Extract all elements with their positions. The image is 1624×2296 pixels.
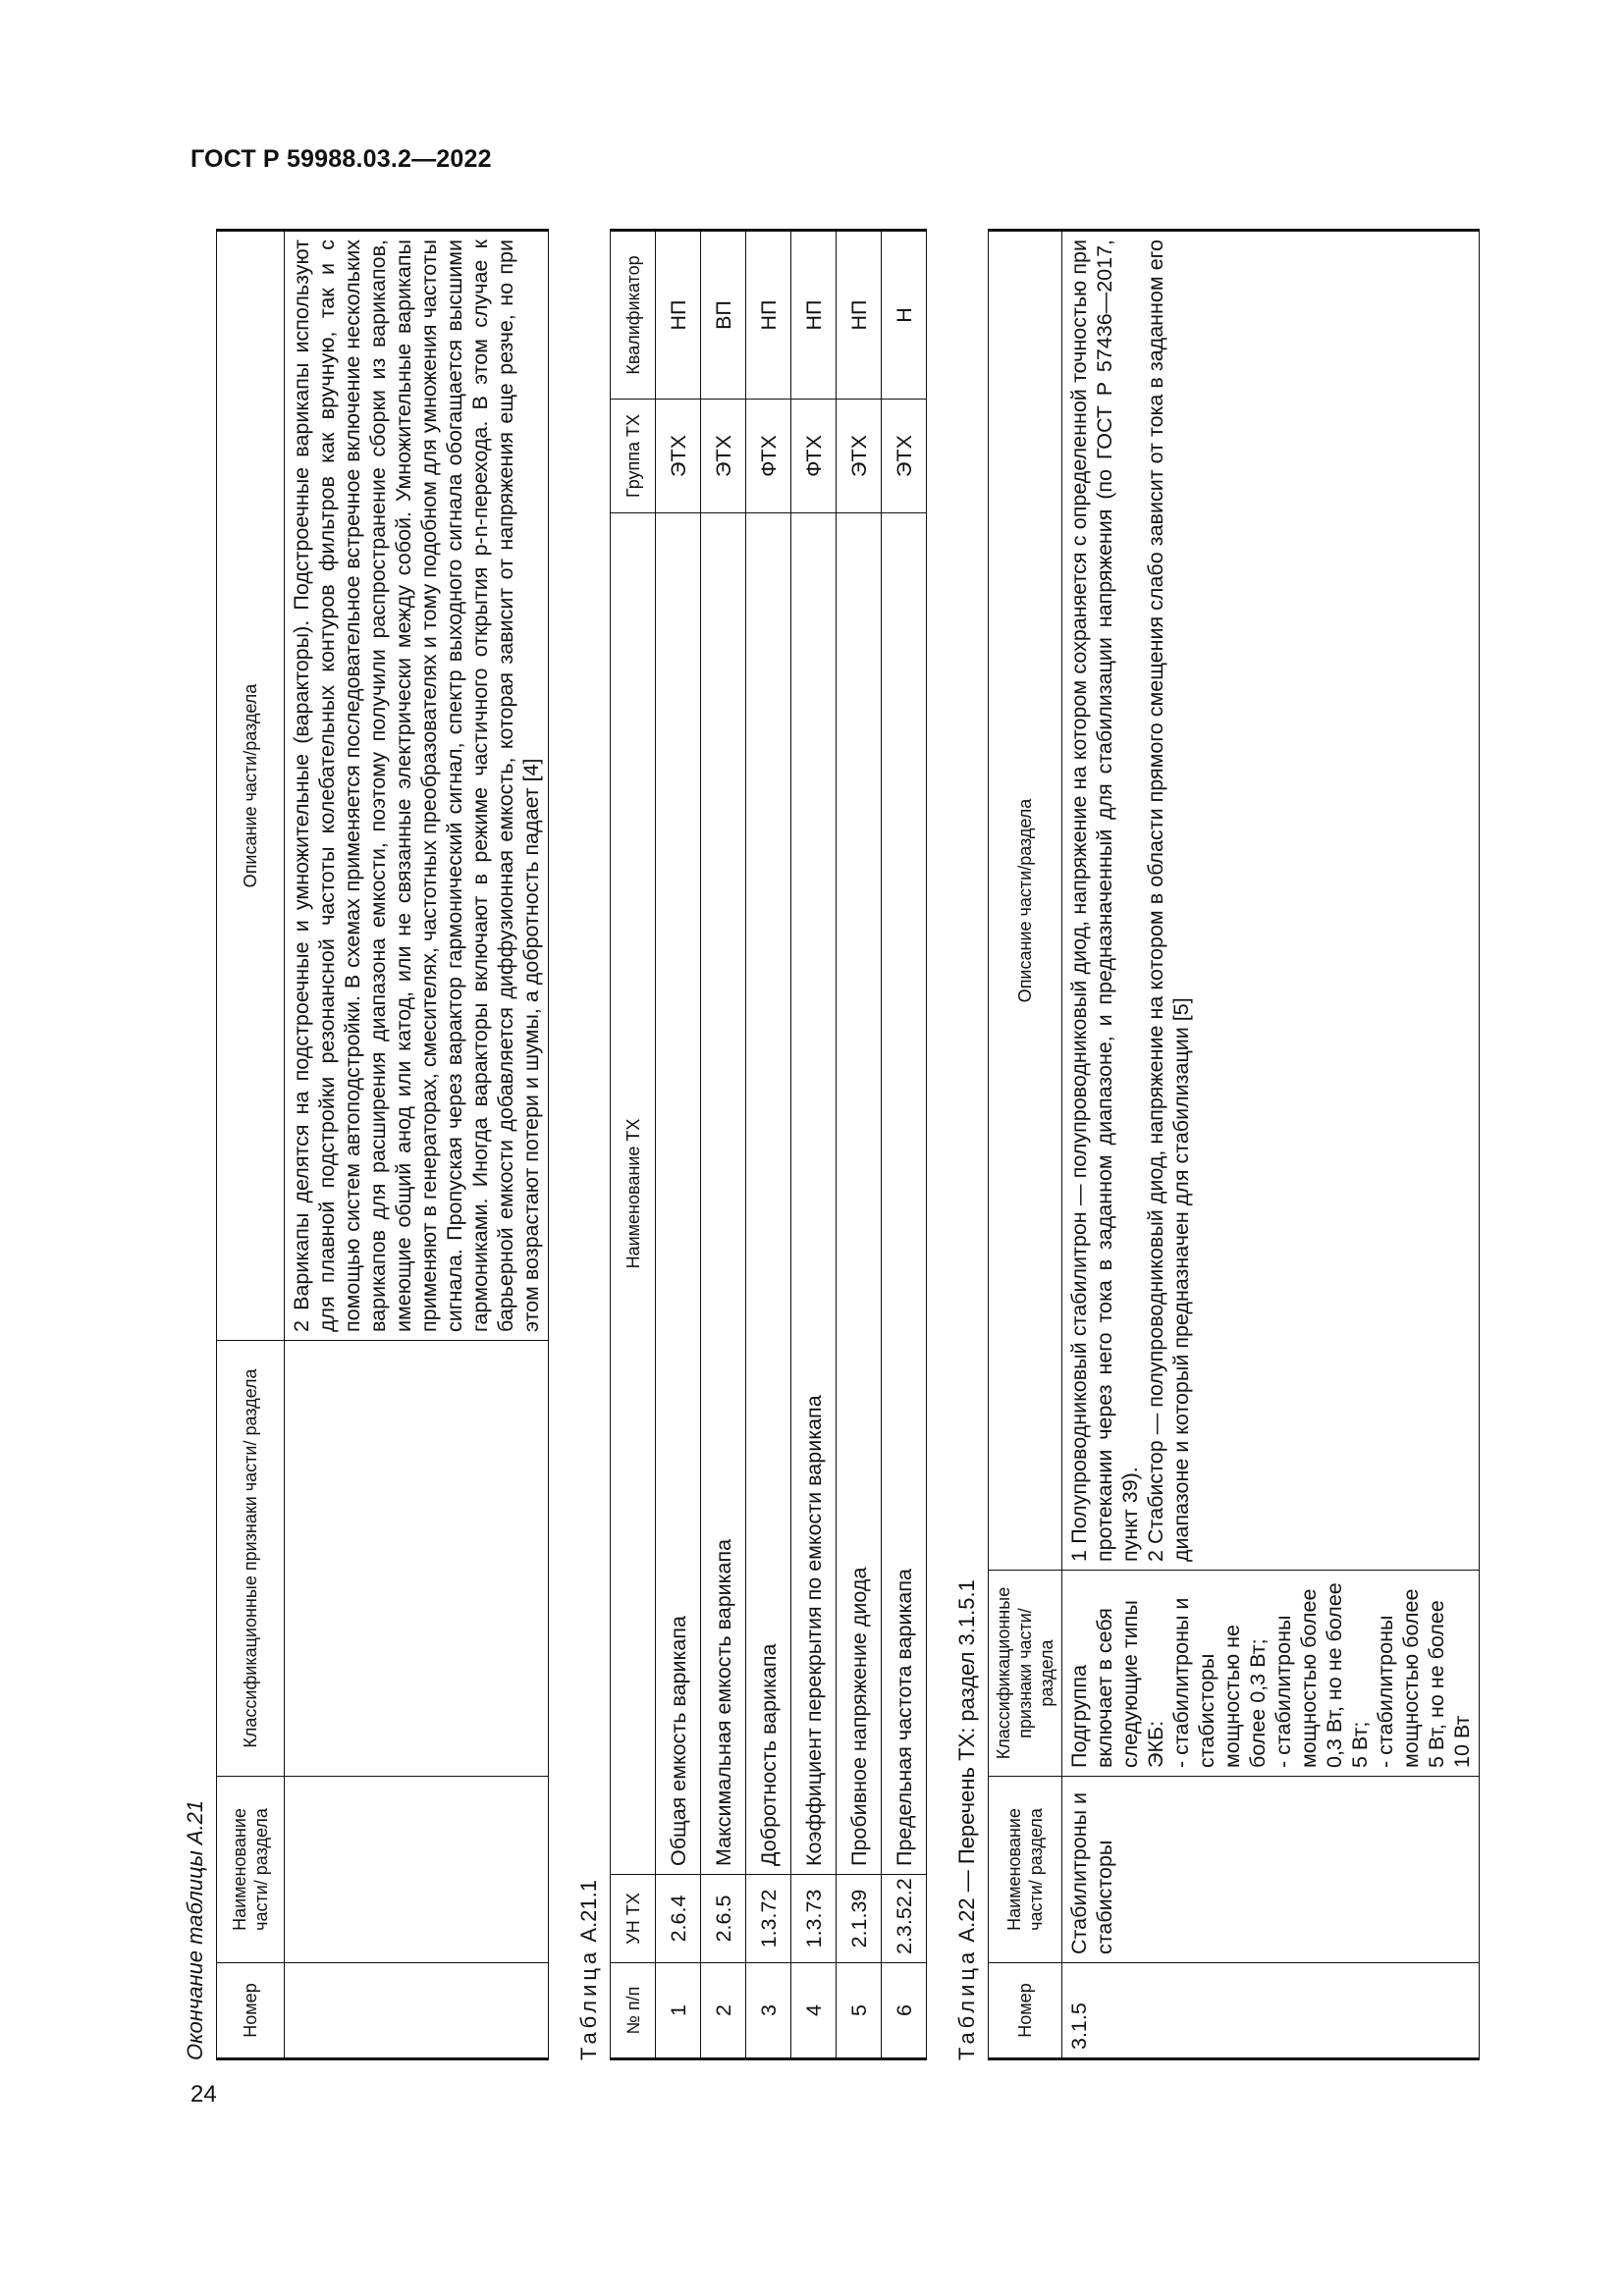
table-a21-continuation-caption: Окончание таблицы А.21 [183,1799,207,2060]
column-header-code: УН ТХ [611,1875,656,1963]
cell-group: ЭТХ [656,400,701,513]
cell-features [1062,1571,1480,1777]
cell-group: ЭТХ [882,400,927,513]
table-row [285,231,549,2059]
table-row [837,231,882,2059]
column-header-number: Номер [217,1963,285,2059]
cell-description [1062,231,1480,1571]
page-number: 24 [190,2081,217,2108]
cell-name: Добротность варикапа [746,513,791,1875]
document-header: ГОСТ Р 59988.03.2—2022 [190,145,492,173]
cell-name: Стабилитроны и стабисторы [1062,1777,1480,1963]
cell-qualifier: ВП [701,231,746,400]
cell-index: 1 [656,1963,701,2059]
cell-code: 2.3.52.2 [882,1875,927,1963]
cell-name: Пробивное напряжение диода [837,513,882,1875]
column-header-qualifier: Квалификатор [611,231,656,400]
table-a21-1 [610,229,927,2060]
column-header-index: № п/п [611,1963,656,2059]
table-caption-word: Таблица [576,1948,601,2060]
cell-group: ФТХ [791,400,837,513]
table-row [791,231,837,2059]
table-caption-rest: А.22 — Перечень ТХ: раздел 3.1.5.1 [954,1579,979,1943]
cell-qualifier: НП [656,231,701,400]
cell-code: 1.3.73 [791,1875,837,1963]
cell-group: ЭТХ [701,400,746,513]
cell-qualifier: Н [882,231,927,400]
cell-index: 6 [882,1963,927,2059]
description-paragraph: 2 Стабистор — полупроводниковый диод, напряжение на котором в области прямого смещения слабо зависит от тока в заданном его диапазоне и который предназначен для стабилизации [5] [1144,240,1193,1562]
table-header-row [989,231,1062,2059]
cell-code: 2.1.39 [837,1875,882,1963]
feature-line: Подгруппа включает в себя следующие типы ЭКБ: [1067,1600,1167,1768]
column-header-group: Группа ТХ [611,400,656,513]
cell-qualifier: НП [746,231,791,400]
table-row [882,231,927,2059]
cell-index: 4 [791,1963,837,2059]
table-row [1062,231,1480,2059]
table-header-row [217,231,285,2059]
cell-index: 3 [746,1963,791,2059]
cell-name [285,1777,549,1963]
feature-line: - стабилитроны и стабисторы мощностью не более 0,3 Вт; [1169,1597,1270,1768]
cell-index: 5 [837,1963,882,2059]
column-header-name: Наименование части/ раздела [217,1777,285,1963]
cell-code: 1.3.72 [746,1875,791,1963]
column-header-features: Классификационные признаки части/ раздела [217,1341,285,1777]
cell-name: Максимальная емкость варикапа [701,513,746,1875]
cell-code: 2.6.5 [701,1875,746,1963]
table-row [746,231,791,2059]
column-header-name: Наименование ТХ [611,513,656,1875]
cell-group: ЭТХ [837,400,882,513]
cell-description: 2 Варикапы делятся на подстроечные и умножительные (варакторы). Подстроечные варикапы используют для плавной подстройки резонансной частоты колебательных контуров фильтров как вручную, так и с помощью систем автоподстройки. В схемах применяется последовательное встречное включение нескольких варикапов для расширения диапазона емкости, поэтому получили распространение сборки из варикапов, имеющие общий анод или катод, или не связанные электрически между собой. Умножительные варикапы применяют в генераторах, смесителях, частотных преобразователях и тому подобном для умножения частоты сигнала. Пропуская через варактор гармонический сигнал, спектр выходного сигнала обогащается высшими гармониками. Иногда варакторы включают в режиме частичного открытия p-n-перехода. В этом случае к барьерной емкости добавляется диффузионная емкость, которая зависит от напряжения еще резче, но при этом возрастают потери и шумы, а добротность падает [4] [285,231,549,1341]
cell-name: Общая емкость варикапа [656,513,701,1875]
table-caption-word: Таблица [954,1948,979,2060]
table-a22 [988,229,1480,2060]
cell-number [285,1963,549,2059]
cell-qualifier: НП [837,231,882,400]
feature-line: - стабилитроны мощностью более 0,3 Вт, но не более 5 Вт; [1272,1582,1372,1768]
column-header-features: Классификационные признаки части/ раздела [989,1571,1062,1777]
cell-name: Предельная частота варикапа [882,513,927,1875]
cell-number: 3.1.5 [1062,1963,1480,2059]
cell-code: 2.6.4 [656,1875,701,1963]
column-header-number: Номер [989,1963,1062,2059]
cell-qualifier: НП [791,231,837,400]
table-a22-caption [952,229,982,2060]
table-row [701,231,746,2059]
table-a21-continuation [216,229,549,2060]
description-paragraph: 1 Полупроводниковый стабилитрон — полупроводниковый диод, напряжение на котором сохраняется с определенной точностью при протекании через него тока в заданном диапазоне, и предназначенный для стабилизации напряжения (по ГОСТ Р 57436—2017, пункт 39). [1067,240,1142,1562]
column-header-description: Описание части/раздела [989,231,1062,1571]
cell-name: Коэффициент перекрытия по емкости варикапа [791,513,837,1875]
table-caption-id: А.21.1 [576,1880,601,1943]
table-row [656,231,701,2059]
column-header-description: Описание части/раздела [217,231,285,1341]
feature-line: - стабилитроны мощностью более 5 Вт, но не более 10 Вт [1374,1588,1474,1768]
table-a21-1-caption [574,229,604,2060]
cell-index: 2 [701,1963,746,2059]
table-header-row [611,231,656,2059]
cell-group: ФТХ [746,400,791,513]
cell-features [285,1341,549,1777]
column-header-name: Наименование части/ раздела [989,1777,1062,1963]
